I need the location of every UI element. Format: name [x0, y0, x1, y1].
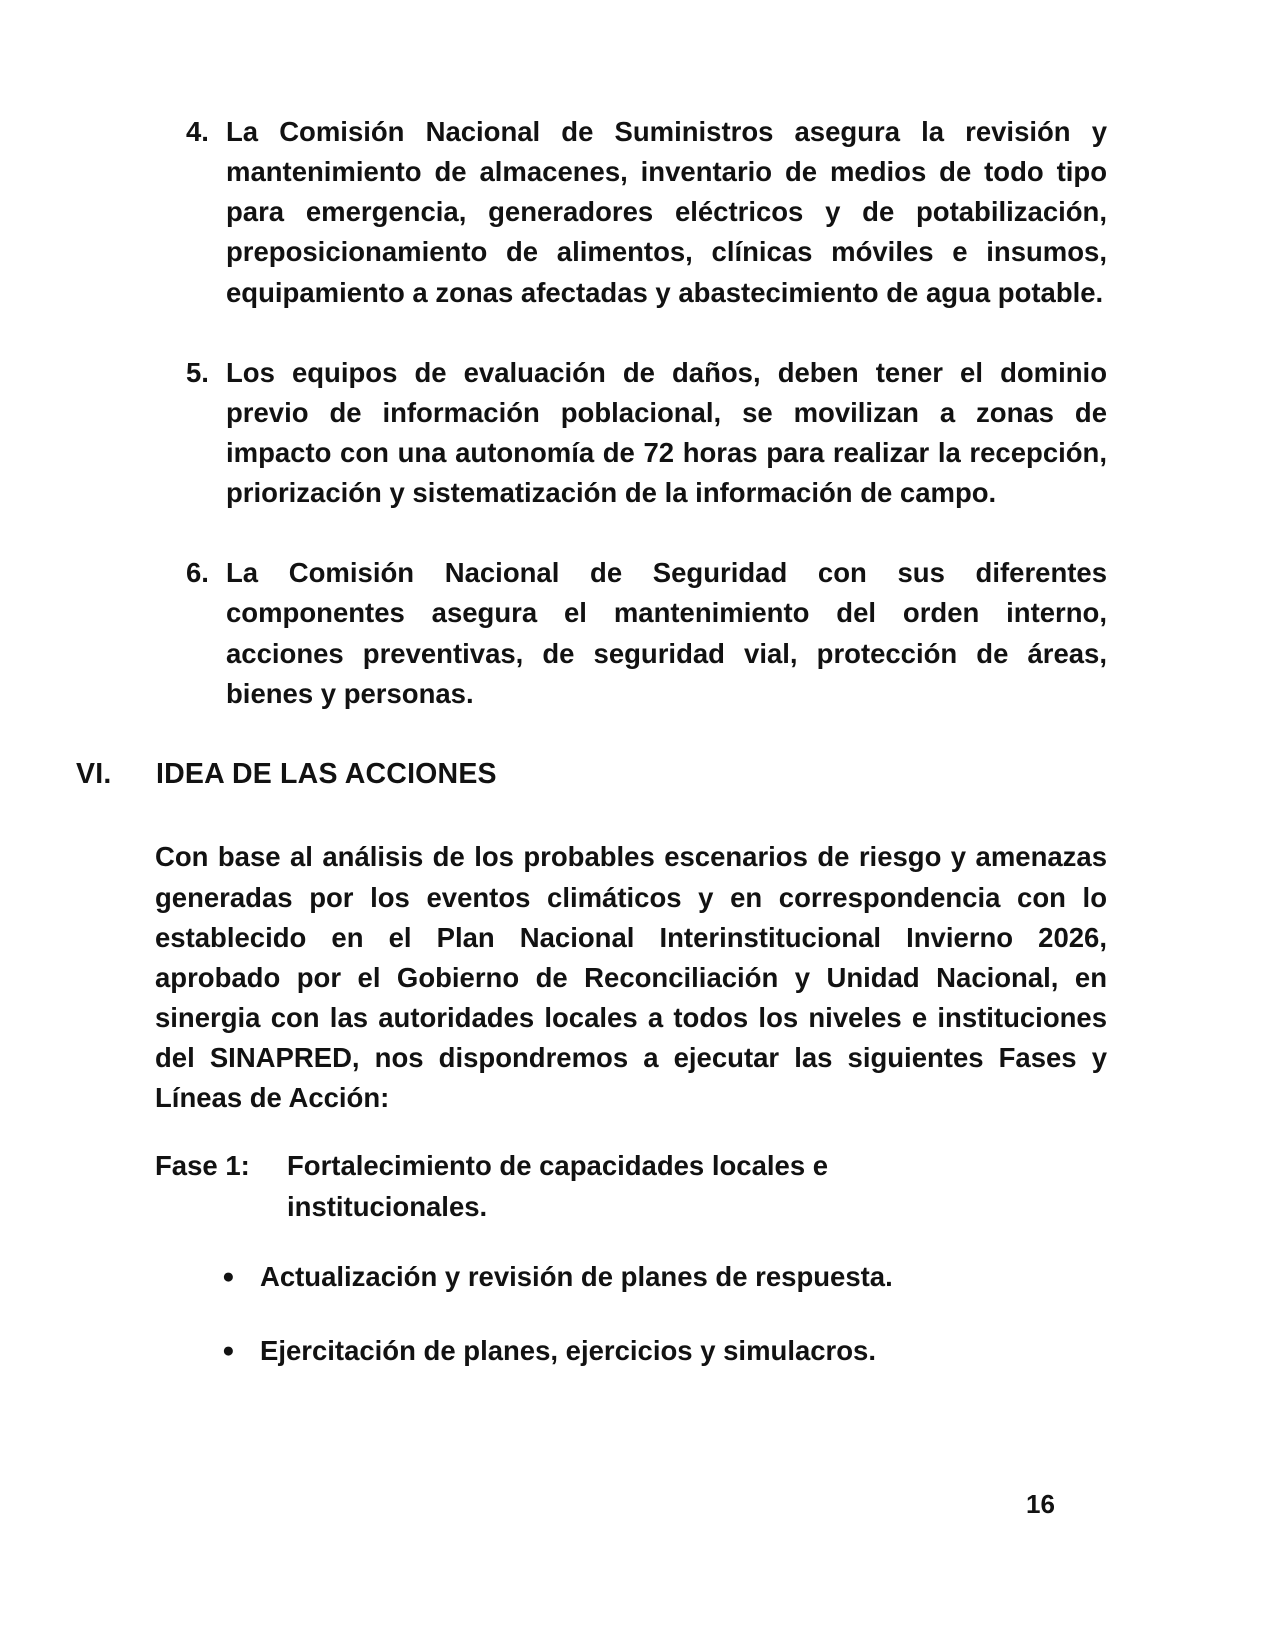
- fase-heading: [155, 1146, 1175, 1226]
- section-heading: [76, 754, 1275, 796]
- fase-label: Fase 1:: [155, 1150, 250, 1182]
- item-number: 4.: [186, 116, 209, 147]
- bullet-text: Actualización y revisión de planes de respuesta.: [260, 1260, 893, 1292]
- list-item: [222, 1331, 1275, 1371]
- page-number: 16: [1026, 1489, 1055, 1519]
- item-text: La Comisión Nacional de Seguridad con sus diferentes componentes asegura el mantenimiento del orden interno, acciones preventivas, de seguridad vial, protección de áreas, bienes y personas.: [226, 557, 1107, 709]
- fase-text: Fortalecimiento de capacidades locales e institucionales.: [287, 1150, 829, 1222]
- section-title: IDEA DE LAS ACCIONES: [156, 757, 497, 790]
- list-item: [222, 1257, 1275, 1297]
- body-paragraph: Con base al análisis de los probables escenarios de riesgo y amenazas generadas por los eventos climáticos y en correspondencia con lo establecido en el Plan Nacional Interinstitucional Invierno 2026, aprobado por el Gobierno de Reconciliación y Unidad Nacional, en sinergia con las autoridades locales a todos los niveles e instituciones del SINAPRED, nos dispondremos a ejecutar las siguientes Fases y Líneas de Acción:: [155, 841, 1107, 1114]
- numbered-item-4: [186, 112, 1107, 313]
- numbered-item-6: [186, 553, 1107, 714]
- item-number: 5.: [186, 356, 209, 388]
- bullet-icon: ●: [222, 1264, 235, 1288]
- section-numeral: VI.: [76, 757, 112, 790]
- bullet-icon: ●: [222, 1338, 235, 1362]
- bullet-list: [222, 1257, 1275, 1371]
- item-text: Los equipos de evaluación de daños, deben tener el dominio previo de información poblacional, se movilizan a zonas de impacto con una autonomía de 72 horas para realizar la recepción, priorización y sistematización de la información de campo.: [226, 356, 1107, 509]
- numbered-item-5: [186, 353, 1107, 514]
- item-number: 6.: [186, 557, 209, 589]
- bullet-text: Ejercitación de planes, ejercicios y simulacros.: [260, 1334, 876, 1366]
- item-text: La Comisión Nacional de Suministros asegura la revisión y mantenimiento de almacenes, inventario de medios de todo tipo para emergencia, generadores eléctricos y de potabilización, preposicionamiento de alimentos, clínicas móviles e insumos, equipamiento a zonas afectadas y abastecimiento de agua potable.: [226, 116, 1107, 308]
